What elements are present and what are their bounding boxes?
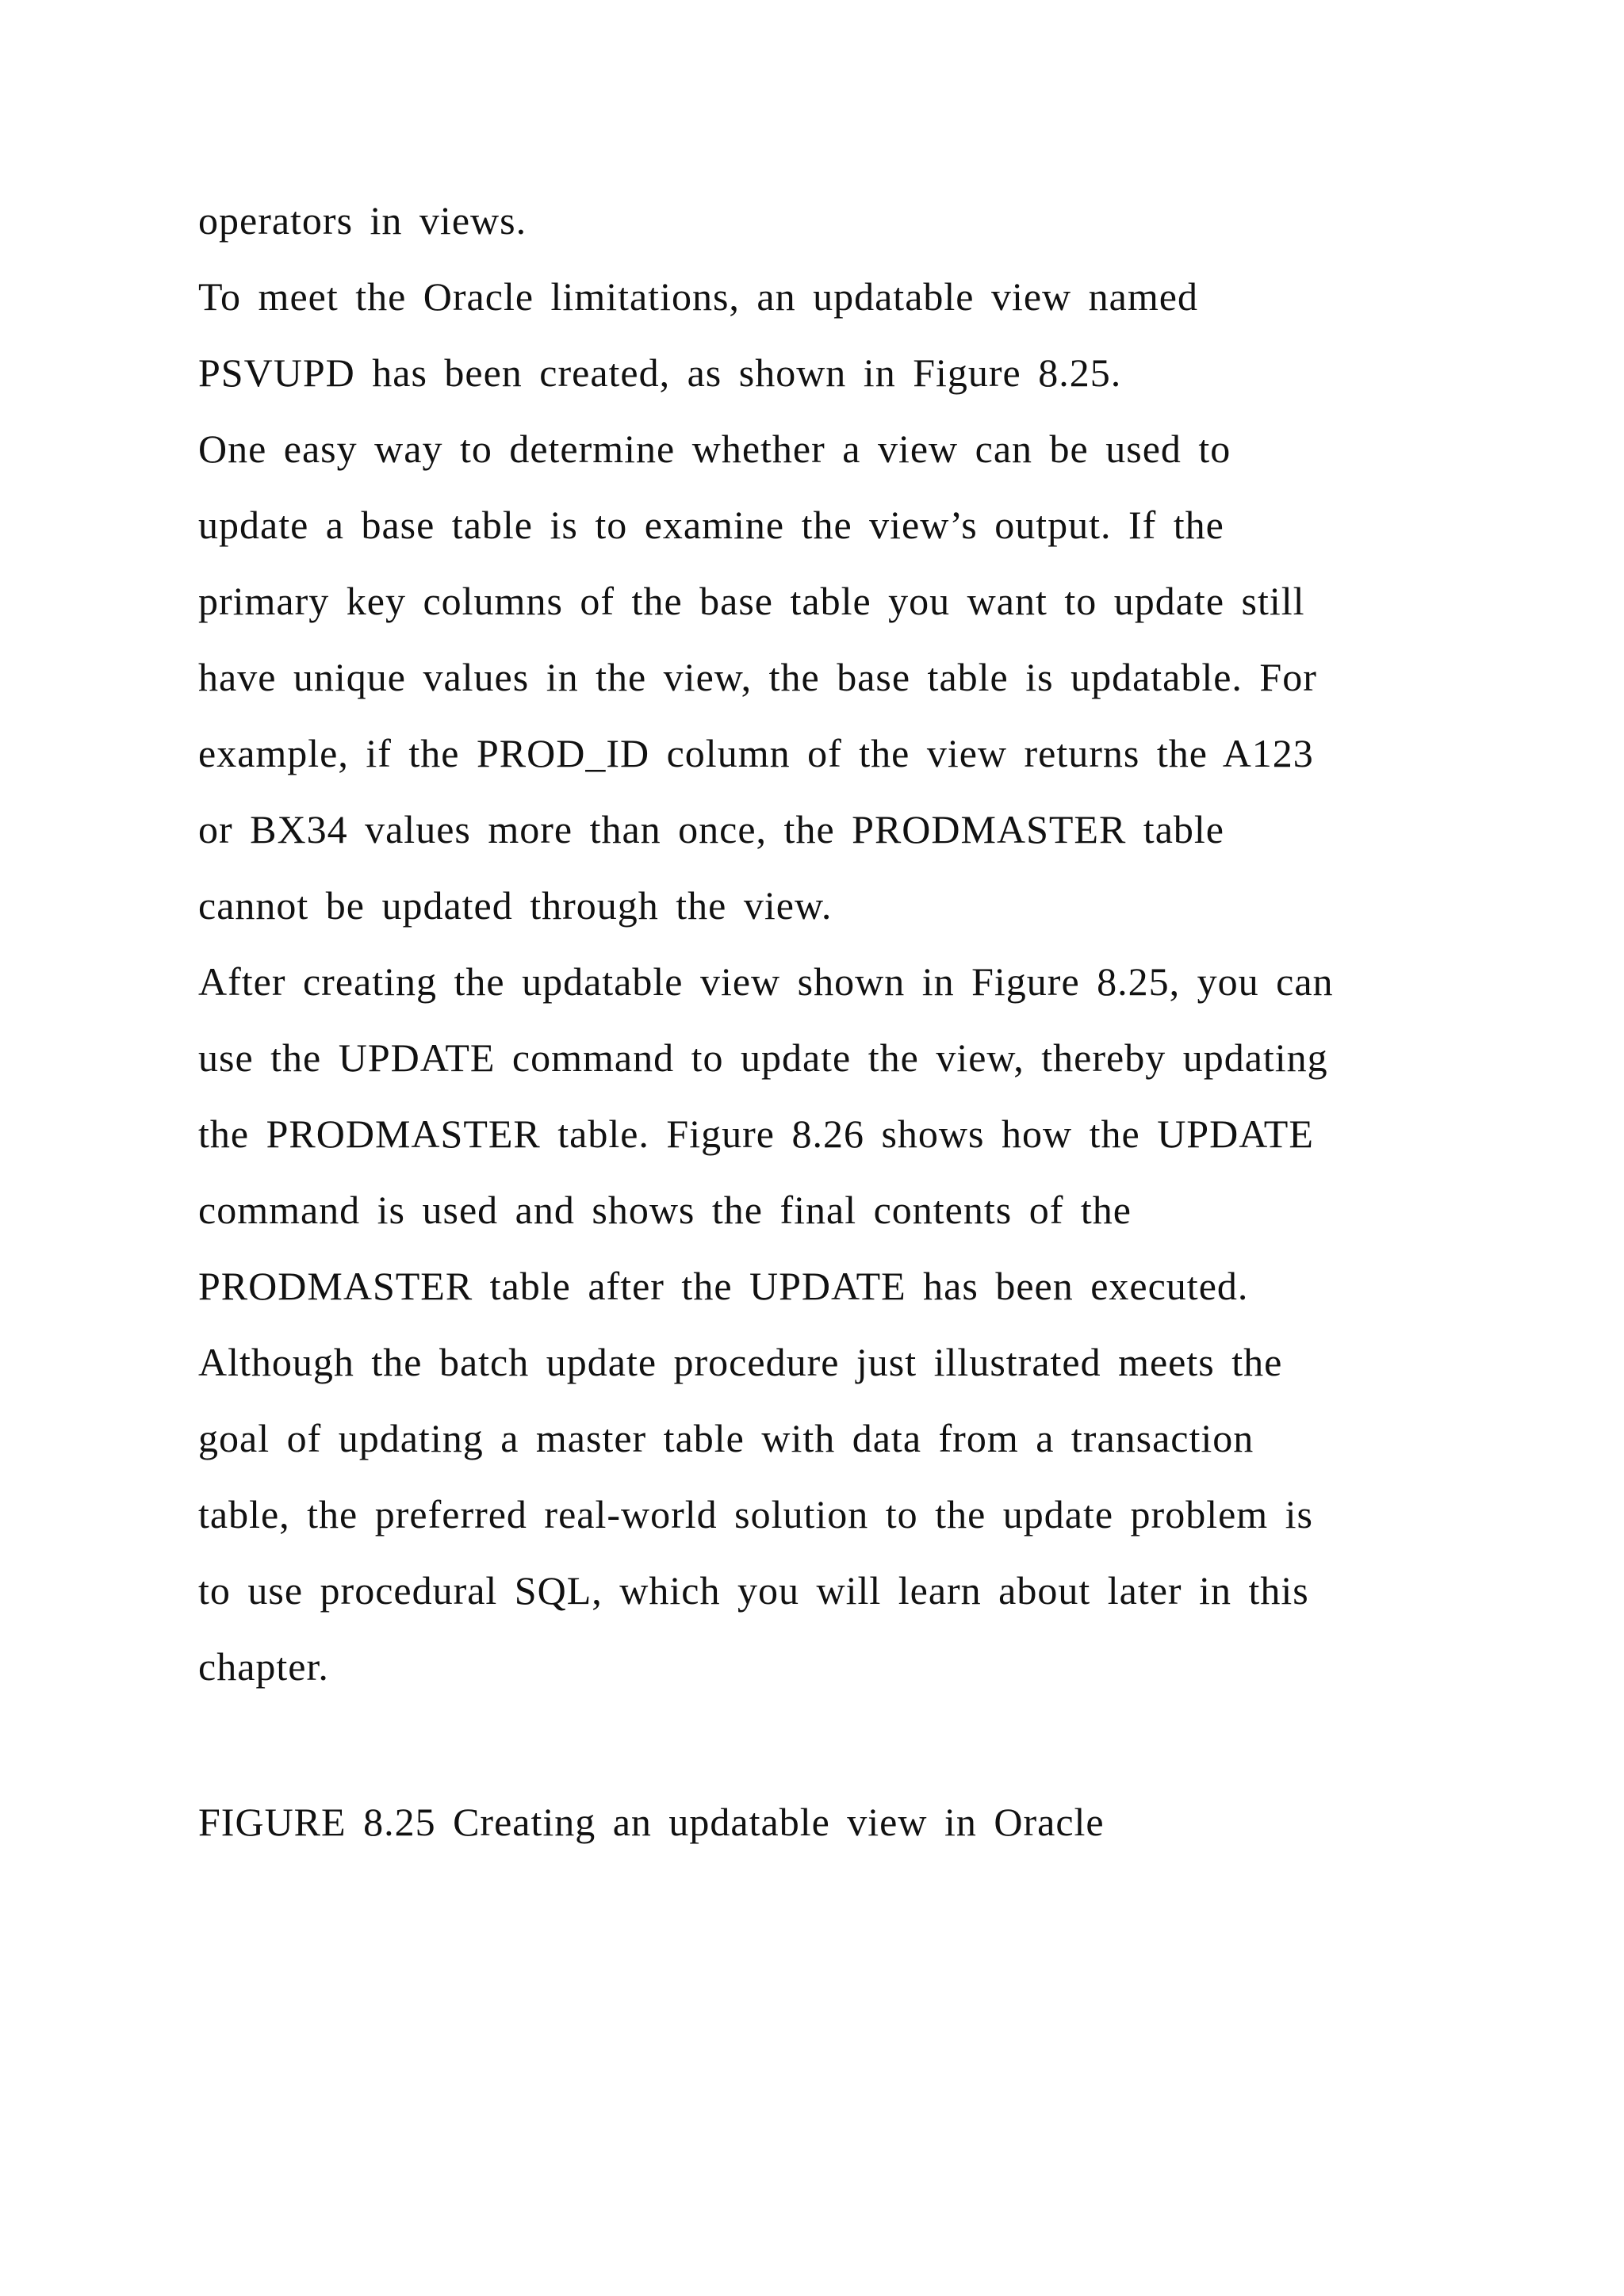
text-line: the PRODMASTER table. Figure 8.26 shows how the UPDATE [198, 1112, 1314, 1156]
text-line: have unique values in the view, the base table is updatable. For [198, 655, 1317, 699]
text-line: After creating the updatable view shown in Figure 8.25, you can [198, 959, 1334, 1004]
text-line: update a base table is to examine the view’s output. If the [198, 503, 1224, 547]
text-line: to use procedural SQL, which you will learn about later in this [198, 1568, 1309, 1613]
text-line: command is used and shows the final contents of the [198, 1188, 1132, 1232]
text-line: or BX34 values more than once, the PRODMASTER table [198, 807, 1224, 851]
text-line: PSVUPD has been created, as shown in Figure 8.25. [198, 350, 1122, 395]
figure-caption: FIGURE 8.25 Creating an updatable view in Oracle [198, 1800, 1105, 1844]
text-line: To meet the Oracle limitations, an updatable view named [198, 274, 1198, 319]
text-line: PRODMASTER table after the UPDATE has been executed. [198, 1264, 1249, 1308]
body-text [198, 182, 1507, 1705]
text-line: goal of updating a master table with data from a transaction [198, 1416, 1254, 1460]
text-line: Although the batch update procedure just illustrated meets the [198, 1340, 1283, 1384]
text-line: operators in views. [198, 198, 527, 243]
text-line: example, if the PROD_ID column of the view returns the A123 [198, 731, 1314, 775]
text-line: table, the preferred real-world solution to the update problem is [198, 1492, 1314, 1536]
text-line: primary key columns of the base table you want to update still [198, 579, 1305, 623]
text-line: chapter. [198, 1644, 329, 1689]
text-line: One easy way to determine whether a view can be used to [198, 427, 1231, 471]
text-line: use the UPDATE command to update the view, thereby updating [198, 1035, 1328, 1080]
text-line: cannot be updated through the view. [198, 883, 833, 928]
